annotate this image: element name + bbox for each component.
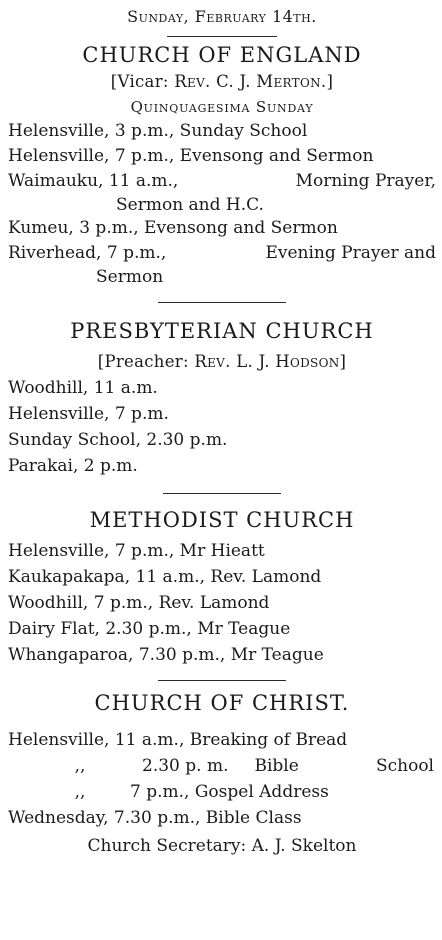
service-entry-part: School [375,756,434,776]
service-entry: Parakai, 2 p.m. [8,456,138,476]
vicar-line [8,69,436,95]
service-entry: Helensville, 3 p.m., Sunday School [8,121,308,141]
methodist-section [8,506,436,668]
preacher-line [8,349,436,375]
service-entry: Woodhill, 11 a.m. [8,378,158,398]
service-entry: Helensville, 11 a.m., Breaking of Bread [8,730,348,750]
church-secretary: Church Secretary: A. J. Skelton [87,836,357,856]
presbyterian-section [8,317,436,479]
section-title: PRESBYTERIAN CHURCH [70,319,374,343]
ditto-mark: ,, [74,756,86,776]
service-entry: Kaukapakapa, 11 a.m., Rev. Lamond [8,567,322,587]
vicar-name: Rev. C. J. Merton.] [174,72,334,91]
service-entry-part: Evening Prayer and [265,243,436,263]
preacher-name: Rev. L. J. Hodson] [194,352,347,371]
service-entry: Helensville, 7 p.m., Mr Hieatt [8,541,265,561]
ditto-mark: ,, [74,782,86,802]
vicar-label: [Vicar: [110,72,169,91]
service-entry-continued: Sermon [96,267,164,287]
service-entry: Whangaparoa, 7.30 p.m., Mr Teague [8,645,324,665]
service-entry: Helensville, 7 p.m. [8,404,169,424]
service-entry-part: Morning Prayer, [295,171,436,191]
service-entry: Dairy Flat, 2.30 p.m., Mr Teague [8,619,291,639]
service-entry-continued: Sermon and H.C. [116,195,264,215]
service-entry-part: Riverhead, 7 p.m., [8,243,167,263]
service-entry-riverhead [8,241,436,288]
section-title: METHODIST CHURCH [89,508,355,532]
church-of-christ-section [8,689,436,859]
service-entry-part: 7 p.m., Gospel Address [130,782,329,802]
service-entry: Sunday School, 2.30 p.m. [8,430,228,450]
service-entry: Woodhill, 7 p.m., Rev. Lamond [8,593,270,613]
service-entry-ditto [8,753,436,779]
service-entry: Helensville, 7 p.m., Evensong and Sermon [8,146,374,166]
service-entry: Kumeu, 3 p.m., Evensong and Sermon [8,218,338,238]
service-time: 2.30 p. m. [142,756,229,776]
divider [163,493,281,494]
service-entry-part: Waimauku, 11 a.m., [8,171,179,191]
service-entry-part: Bible [254,756,299,776]
service-entry-ditto [8,779,436,805]
date-heading: Sunday, February 14th. [127,7,317,26]
service-entry-waimauku [8,169,436,216]
special-sunday: Quinquagesima Sunday [130,98,314,116]
divider [158,680,286,681]
section-title: CHURCH OF ENGLAND [82,43,362,67]
section-title: CHURCH OF CHRIST. [94,691,350,715]
divider [167,36,277,37]
divider [158,302,286,303]
service-entry: Wednesday, 7.30 p.m., Bible Class [8,808,302,828]
preacher-label: [Preacher: [97,352,189,371]
church-of-england-section [8,41,436,288]
